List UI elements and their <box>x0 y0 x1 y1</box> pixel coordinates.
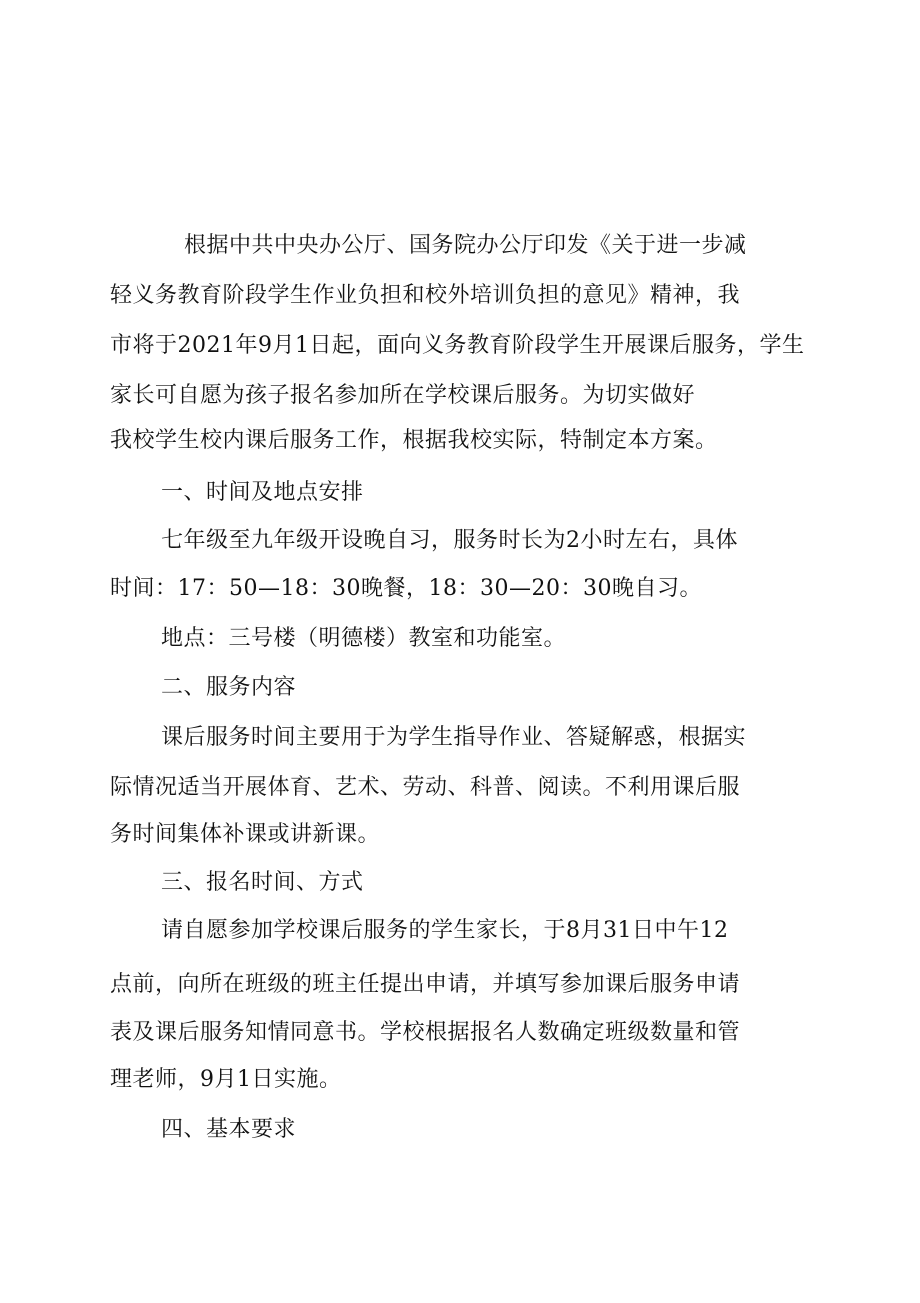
section2-line-1: 课后服务时间主要用于为学生指导作业、答疑解惑，根据实 <box>161 725 747 750</box>
section3-line-2: 点前，向所在班级的班主任提出申请，并填写参加课后服务申请 <box>110 972 741 997</box>
section3-heading: 三、报名时间、方式 <box>161 870 364 895</box>
section1-line-3: 地点：三号楼（明德楼）教室和功能室。 <box>161 626 567 651</box>
intro-line-5: 我校学生校内课后服务工作，根据我校实际，特制定本方案。 <box>110 428 718 453</box>
section3-line-4: 理老师，9月1日实施。 <box>110 1067 342 1092</box>
section2-line-3: 务时间集体补课或讲新课。 <box>110 822 381 847</box>
intro-line-1: 根据中共中央办公厅、国务院办公厅印发《关于进一步减 <box>184 233 747 258</box>
intro-line-2: 轻义务教育阶段学生作业负担和校外培训负担的意见》精神，我 <box>110 283 741 308</box>
intro-line-3: 市将于2021年9月1日起，面向义务教育阶段学生开展课后服务，学生 <box>110 333 805 358</box>
section3-line-3: 表及课后服务知情同意书。学校根据报名人数确定班级数量和管 <box>110 1020 741 1045</box>
intro-line-4: 家长可自愿为孩子报名参加所在学校课后服务。为切实做好 <box>110 383 696 408</box>
section2-heading: 二、服务内容 <box>161 675 297 700</box>
section1-line-1: 七年级至九年级开设晚自习，服务时长为2小时左右，具体 <box>161 528 738 553</box>
section1-heading: 一、时间及地点安排 <box>161 480 364 505</box>
section3-line-1: 请自愿参加学校课后服务的学生家长，于8月31日中午12 <box>161 918 729 943</box>
section2-line-2: 际情况适当开展体育、艺术、劳动、科普、阅读。不利用课后服 <box>110 775 741 800</box>
section4-heading: 四、基本要求 <box>161 1117 297 1142</box>
section1-line-2: 时间：17：50—18：30晚餐，18：30—20：30晚自习。 <box>110 576 702 601</box>
